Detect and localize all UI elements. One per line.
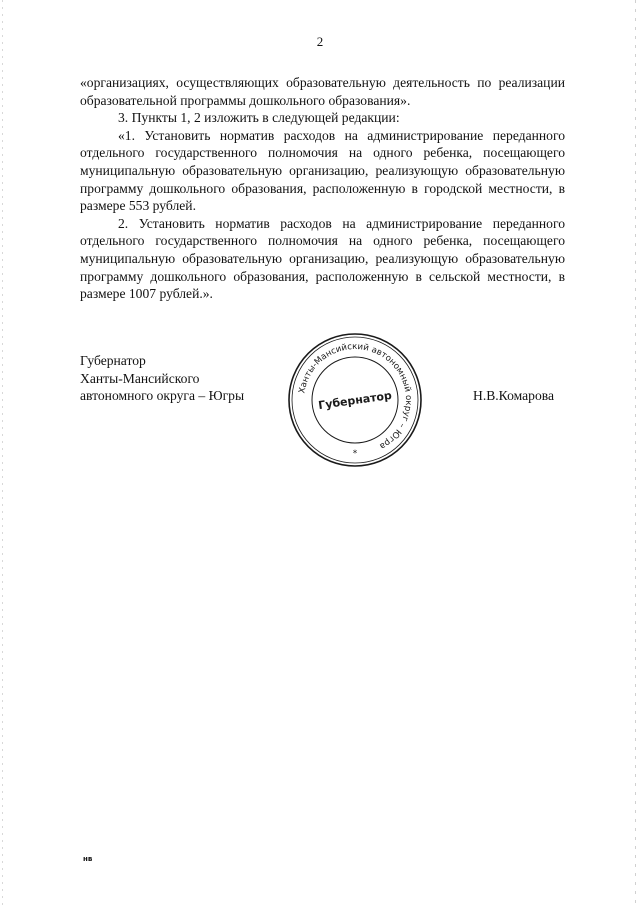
seal-ring-text: Ханты-Мансийский автономный округ – Югра xyxy=(297,341,414,451)
paragraph-clause-3: 3. Пункты 1, 2 изложить в следующей редакции: xyxy=(118,110,400,126)
executor-initials: нв xyxy=(83,855,93,863)
scan-edge-left xyxy=(2,0,3,905)
signatory-title xyxy=(80,352,244,405)
paragraph-continuation: «организациях, осуществляющих образовательную деятельность по реализации образовательной программы дошкольного образования». xyxy=(80,75,565,108)
signatory-title-line-1: Губернатор xyxy=(80,353,146,368)
paragraph-item-1: «1. Установить норматив расходов на администрирование переданного отдельного государственного полномочия на одного ребенка, посещающего муниципальную образовательную организацию, реализующую образовательную программу дошкольного образования, расположенную в городской местности, в размере 553 рублей. xyxy=(80,127,565,214)
signatory-name: Н.В.Комарова xyxy=(473,388,555,403)
page-number: 2 xyxy=(316,34,324,49)
official-seal xyxy=(285,330,425,470)
signatory-title-line-3: автономного округа – Югры xyxy=(80,388,245,404)
seal-center-text: Губернатор xyxy=(317,388,393,413)
seal-stamp-graphic xyxy=(285,330,425,470)
seal-star: * xyxy=(352,449,358,459)
scan-edge-right xyxy=(635,0,636,905)
signatory-title-line-2: Ханты-Мансийского xyxy=(80,370,200,386)
document-body xyxy=(80,74,565,303)
paragraph-item-2: 2. Установить норматив расходов на администрирование переданного отдельного государственного полномочия на одного ребенка, посещающего муниципальную образовательную организацию, реализующую образовательную программу дошкольного образования, расположенную в сельской местности, в размере 1007 рублей.». xyxy=(80,215,565,302)
